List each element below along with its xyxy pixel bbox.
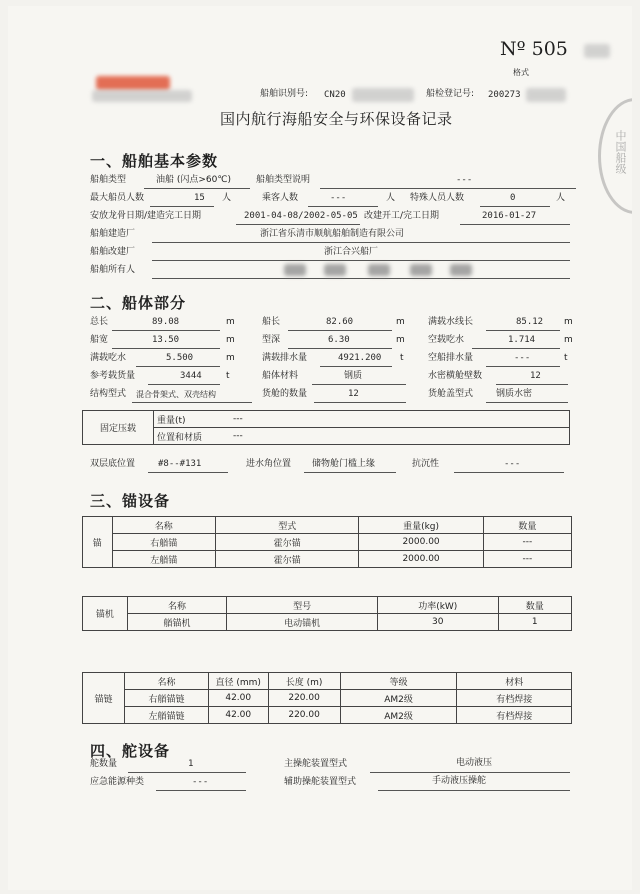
double-bottom-label: 双层底位置 (90, 459, 136, 469)
table-cell: --- (483, 534, 571, 551)
table-cell: 220.00 (268, 707, 340, 724)
type-desc-label: 船舶类型说明 (256, 175, 311, 185)
main-steer-value: 电动液压 (456, 758, 493, 768)
aux-steer-label: 辅助操舵装置型式 (284, 777, 357, 787)
full-draft-unit: m (226, 353, 235, 363)
document-page (8, 6, 632, 890)
redacted-reg-no (526, 88, 566, 102)
length-value: 82.60 (326, 317, 354, 327)
table-cell: 42.00 (208, 690, 268, 707)
owner-label: 船舶所有人 (90, 265, 136, 275)
redacted-owner-5 (450, 264, 472, 276)
section2-title: 二、船体部分 (90, 294, 187, 312)
table-cell: --- (483, 551, 571, 568)
section1-title: 一、船舶基本参数 (90, 152, 219, 170)
keel-label: 安放龙骨日期/建造完工日期 (90, 211, 202, 221)
table-cell: 右艏锚链 (125, 690, 209, 707)
table-header-row (83, 673, 572, 690)
max-persons-label: 最大船员人数 (90, 193, 145, 203)
builder-value: 浙江省乐清市顺航船舶制造有限公司 (260, 229, 405, 239)
table-cell: 艏锚机 (127, 614, 227, 631)
table-header-row (83, 517, 572, 534)
double-bottom-value: #8--#131 (158, 459, 202, 469)
table-header-cell: 功率(kW) (378, 597, 499, 614)
table-header-cell: 直径 (mm) (208, 673, 268, 690)
holds-label: 货舱的数量 (262, 389, 308, 399)
redacted-owner-2 (324, 264, 346, 276)
emergency-value: --- (192, 777, 209, 787)
waterline-label: 满载水线长 (428, 317, 474, 327)
table-header-cell: 名称 (127, 597, 227, 614)
page-title: 国内航行海船安全与环保设备记录 (220, 110, 453, 128)
table-header-row (83, 597, 572, 614)
table-cell: 有档焊接 (457, 690, 572, 707)
table-header-cell: 型号 (227, 597, 378, 614)
full-disp-value: 4921.200 (338, 353, 382, 363)
full-disp-label: 满载排水量 (262, 353, 308, 363)
ballast-label: 固定压载 (83, 411, 154, 445)
redacted-name-bottom (92, 90, 192, 102)
max-persons-unit: 人 (222, 193, 232, 203)
ballast-table (82, 410, 570, 445)
depth-unit: m (396, 335, 405, 345)
table-header-cell: 名称 (125, 673, 209, 690)
table-header-cell: 数量 (498, 597, 571, 614)
table-cell: 右艏锚 (112, 534, 216, 551)
record-number: 505 (531, 38, 568, 60)
builder-label: 船舶建造厂 (90, 229, 136, 239)
reg-no-label: 船检登记号: (426, 89, 475, 99)
windlass-table (82, 596, 572, 631)
table-cell: 霍尔锚 (216, 551, 359, 568)
flood-value: 储物舱门槛上缘 (312, 459, 376, 469)
chain-group-label: 锚链 (83, 673, 125, 724)
depth-value: 6.30 (328, 335, 350, 345)
section4-title: 四、舵设备 (90, 742, 171, 760)
table-cell: 220.00 (268, 690, 340, 707)
passengers-unit: 人 (386, 193, 396, 203)
redacted-name-top (96, 76, 170, 90)
material-label: 船体材料 (262, 371, 299, 381)
anchor-group-label: 锚 (83, 517, 113, 568)
rudders-label: 舵数量 (90, 759, 118, 769)
light-draft-value: 1.714 (508, 335, 536, 345)
record-number-label: Nº 505 (500, 38, 568, 60)
light-disp-value: --- (514, 353, 531, 363)
emergency-label: 应急能源种类 (90, 777, 145, 787)
max-persons-value: 15 (194, 193, 205, 203)
material-value: 钢质 (344, 371, 363, 381)
length-oa-unit: m (226, 317, 235, 327)
ship-type-value: 油船 (闪点>60℃) (156, 175, 231, 185)
light-disp-unit: t (564, 353, 568, 363)
redacted-number-tail (584, 44, 610, 58)
table-cell: 1 (498, 614, 571, 631)
table-cell: 有档焊接 (457, 707, 572, 724)
section3-title: 三、锚设备 (90, 492, 171, 510)
special-unit: 人 (556, 193, 566, 203)
hatch-label: 货舱盖型式 (428, 389, 474, 399)
ship-id-label: 船舶识别号: (260, 89, 309, 99)
reg-no-value: 200273 (488, 90, 521, 100)
hatch-value: 钢质水密 (496, 389, 533, 399)
ballast-pos-value: --- (230, 428, 570, 445)
length-unit: m (396, 317, 405, 327)
depth-label: 型深 (262, 335, 281, 345)
waterline-value: 85.12 (516, 317, 544, 327)
beam-label: 船宽 (90, 335, 109, 345)
stamp-seal-text: 中国船级 (614, 130, 627, 174)
rudders-value: 1 (188, 759, 194, 769)
light-draft-unit: m (564, 335, 573, 345)
table-header-cell: 名称 (112, 517, 216, 534)
table-header-cell: 材料 (457, 673, 572, 690)
chain-table (82, 672, 572, 724)
ballast-pos-label: 位置和材质 (154, 428, 231, 445)
anchor-table (82, 516, 572, 568)
table-header-cell: 重量(kg) (359, 517, 483, 534)
bulkheads-label: 水密横舱壁数 (428, 371, 483, 381)
flood-label: 进水角位置 (246, 459, 292, 469)
table-cell: AM2级 (340, 690, 457, 707)
refit-label: 改建开工/完工日期 (364, 211, 440, 221)
table-header-cell: 型式 (216, 517, 359, 534)
table-cell: 电动锚机 (227, 614, 378, 631)
format-label: 格式 (513, 68, 529, 77)
table-header-cell: 等级 (340, 673, 457, 690)
ship-id-value: CN20 (324, 90, 346, 100)
table-row (83, 551, 572, 568)
keel-value: 2001-04-08/2002-05-05 (244, 211, 358, 221)
full-disp-unit: t (400, 353, 404, 363)
table-header-cell: 长度 (m) (268, 673, 340, 690)
structure-value: 混合骨架式、双壳结构 (136, 390, 216, 399)
table-header-cell: 数量 (483, 517, 571, 534)
length-label: 船长 (262, 317, 281, 327)
main-steer-label: 主操舵装置型式 (284, 759, 348, 769)
special-value: 0 (510, 193, 516, 203)
full-draft-label: 满载吃水 (90, 353, 127, 363)
table-row (83, 707, 572, 724)
type-desc-value: --- (456, 175, 473, 185)
table-cell: 左艏锚 (112, 551, 216, 568)
length-oa-label: 总长 (90, 317, 109, 327)
ref-load-value: 3444 (180, 371, 202, 381)
beam-value: 13.50 (152, 335, 180, 345)
redacted-owner-1 (284, 264, 306, 276)
holds-value: 12 (348, 389, 359, 399)
light-draft-label: 空载吃水 (428, 335, 465, 345)
table-cell: 42.00 (208, 707, 268, 724)
modifier-value: 浙江合兴船厂 (324, 247, 379, 257)
redacted-owner-3 (368, 264, 390, 276)
ref-load-unit: t (226, 371, 230, 381)
length-oa-value: 89.08 (152, 317, 180, 327)
bulkheads-value: 12 (530, 371, 541, 381)
table-cell: 左艏锚链 (125, 707, 209, 724)
ref-load-label: 参考载货量 (90, 371, 136, 381)
redacted-owner-4 (410, 264, 432, 276)
refit-value: 2016-01-27 (482, 211, 537, 221)
beam-unit: m (226, 335, 235, 345)
ballast-weight-label: 重量(t) (154, 411, 231, 428)
table-row (83, 534, 572, 551)
table-row (83, 690, 572, 707)
structure-label: 结构型式 (90, 389, 127, 399)
heel-value: --- (504, 459, 521, 469)
special-label: 特殊人员人数 (410, 193, 465, 203)
redacted-ship-id (352, 88, 414, 102)
aux-steer-value: 手动液压操舵 (432, 776, 487, 786)
light-disp-label: 空船排水量 (428, 353, 474, 363)
table-cell: 30 (378, 614, 499, 631)
ballast-weight-value: --- (230, 411, 570, 428)
modifier-label: 船舶改建厂 (90, 247, 136, 257)
waterline-unit: m (564, 317, 573, 327)
table-row (83, 614, 572, 631)
ship-type-label: 船舶类型 (90, 175, 127, 185)
table-cell: AM2级 (340, 707, 457, 724)
table-cell: 2000.00 (359, 551, 483, 568)
passengers-value: --- (330, 193, 347, 203)
heel-label: 抗沉性 (412, 459, 440, 469)
full-draft-value: 5.500 (166, 353, 194, 363)
table-cell: 霍尔锚 (216, 534, 359, 551)
passengers-label: 乘客人数 (262, 193, 299, 203)
table-cell: 2000.00 (359, 534, 483, 551)
windlass-group-label: 锚机 (83, 597, 128, 631)
